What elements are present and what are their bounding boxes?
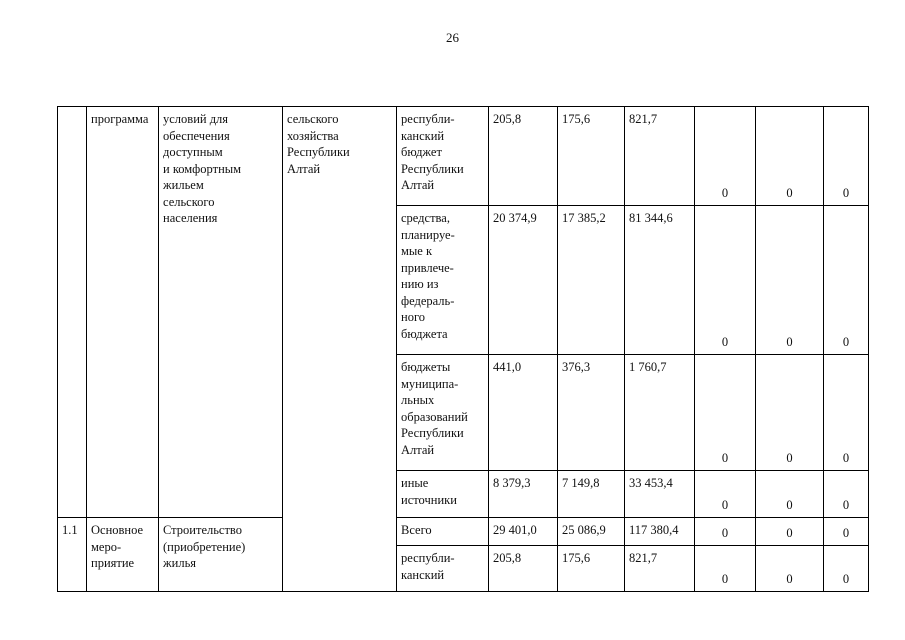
- amount-cell: 821,7: [625, 107, 695, 206]
- amount-cell: 8 379,3: [489, 471, 558, 518]
- amount-cell: 0: [756, 471, 824, 518]
- executor-cell: сельского хозяйства Республики Алтай: [283, 107, 397, 592]
- program-goal-cell: условий для обеспечения доступным и комфортным жильем сельского населения: [159, 107, 283, 518]
- amount-cell: 7 149,8: [558, 471, 625, 518]
- funding-source-cell: Всего: [397, 518, 489, 546]
- amount-cell: 441,0: [489, 355, 558, 471]
- program-name-cell: программа: [87, 107, 159, 518]
- table-row: [58, 518, 869, 546]
- amount-cell: 0: [824, 107, 869, 206]
- amount-cell: 0: [695, 206, 756, 355]
- row-number-cell: [58, 107, 87, 518]
- amount-cell: 205,8: [489, 546, 558, 592]
- amount-cell: 0: [756, 107, 824, 206]
- amount-cell: 0: [756, 518, 824, 546]
- amount-cell: 0: [695, 518, 756, 546]
- table-row: [58, 107, 869, 206]
- amount-cell: 117 380,4: [625, 518, 695, 546]
- amount-cell: 0: [695, 107, 756, 206]
- funding-source-cell: республи- канский бюджет Республики Алтай: [397, 107, 489, 206]
- page-number: 26: [446, 30, 459, 45]
- amount-cell: 33 453,4: [625, 471, 695, 518]
- amount-cell: 0: [824, 206, 869, 355]
- amount-cell: 0: [824, 355, 869, 471]
- amount-cell: 81 344,6: [625, 206, 695, 355]
- amount-cell: 25 086,9: [558, 518, 625, 546]
- amount-cell: 0: [824, 518, 869, 546]
- amount-cell: 0: [756, 206, 824, 355]
- amount-cell: 0: [695, 355, 756, 471]
- amount-cell: 0: [756, 546, 824, 592]
- amount-cell: 376,3: [558, 355, 625, 471]
- amount-cell: 1 760,7: [625, 355, 695, 471]
- amount-cell: 0: [824, 546, 869, 592]
- amount-cell: 17 385,2: [558, 206, 625, 355]
- amount-cell: 175,6: [558, 107, 625, 206]
- funding-source-cell: иные источники: [397, 471, 489, 518]
- row-number-cell: 1.1: [58, 518, 87, 592]
- activity-goal-cell: Строительство (приобретение) жилья: [159, 518, 283, 592]
- amount-cell: 20 374,9: [489, 206, 558, 355]
- amount-cell: 175,6: [558, 546, 625, 592]
- amount-cell: 0: [824, 471, 869, 518]
- activity-name-cell: Основное меро- приятие: [87, 518, 159, 592]
- amount-cell: 0: [756, 355, 824, 471]
- amount-cell: 0: [695, 471, 756, 518]
- amount-cell: 821,7: [625, 546, 695, 592]
- funding-source-cell: средства, планируе- мые к привлече- нию из федераль- ного бюджета: [397, 206, 489, 355]
- funding-source-cell: республи- канский: [397, 546, 489, 592]
- program-funding-table: [57, 106, 869, 592]
- funding-source-cell: бюджеты муниципа- льных образований Республики Алтай: [397, 355, 489, 471]
- amount-cell: 205,8: [489, 107, 558, 206]
- amount-cell: 29 401,0: [489, 518, 558, 546]
- amount-cell: 0: [695, 546, 756, 592]
